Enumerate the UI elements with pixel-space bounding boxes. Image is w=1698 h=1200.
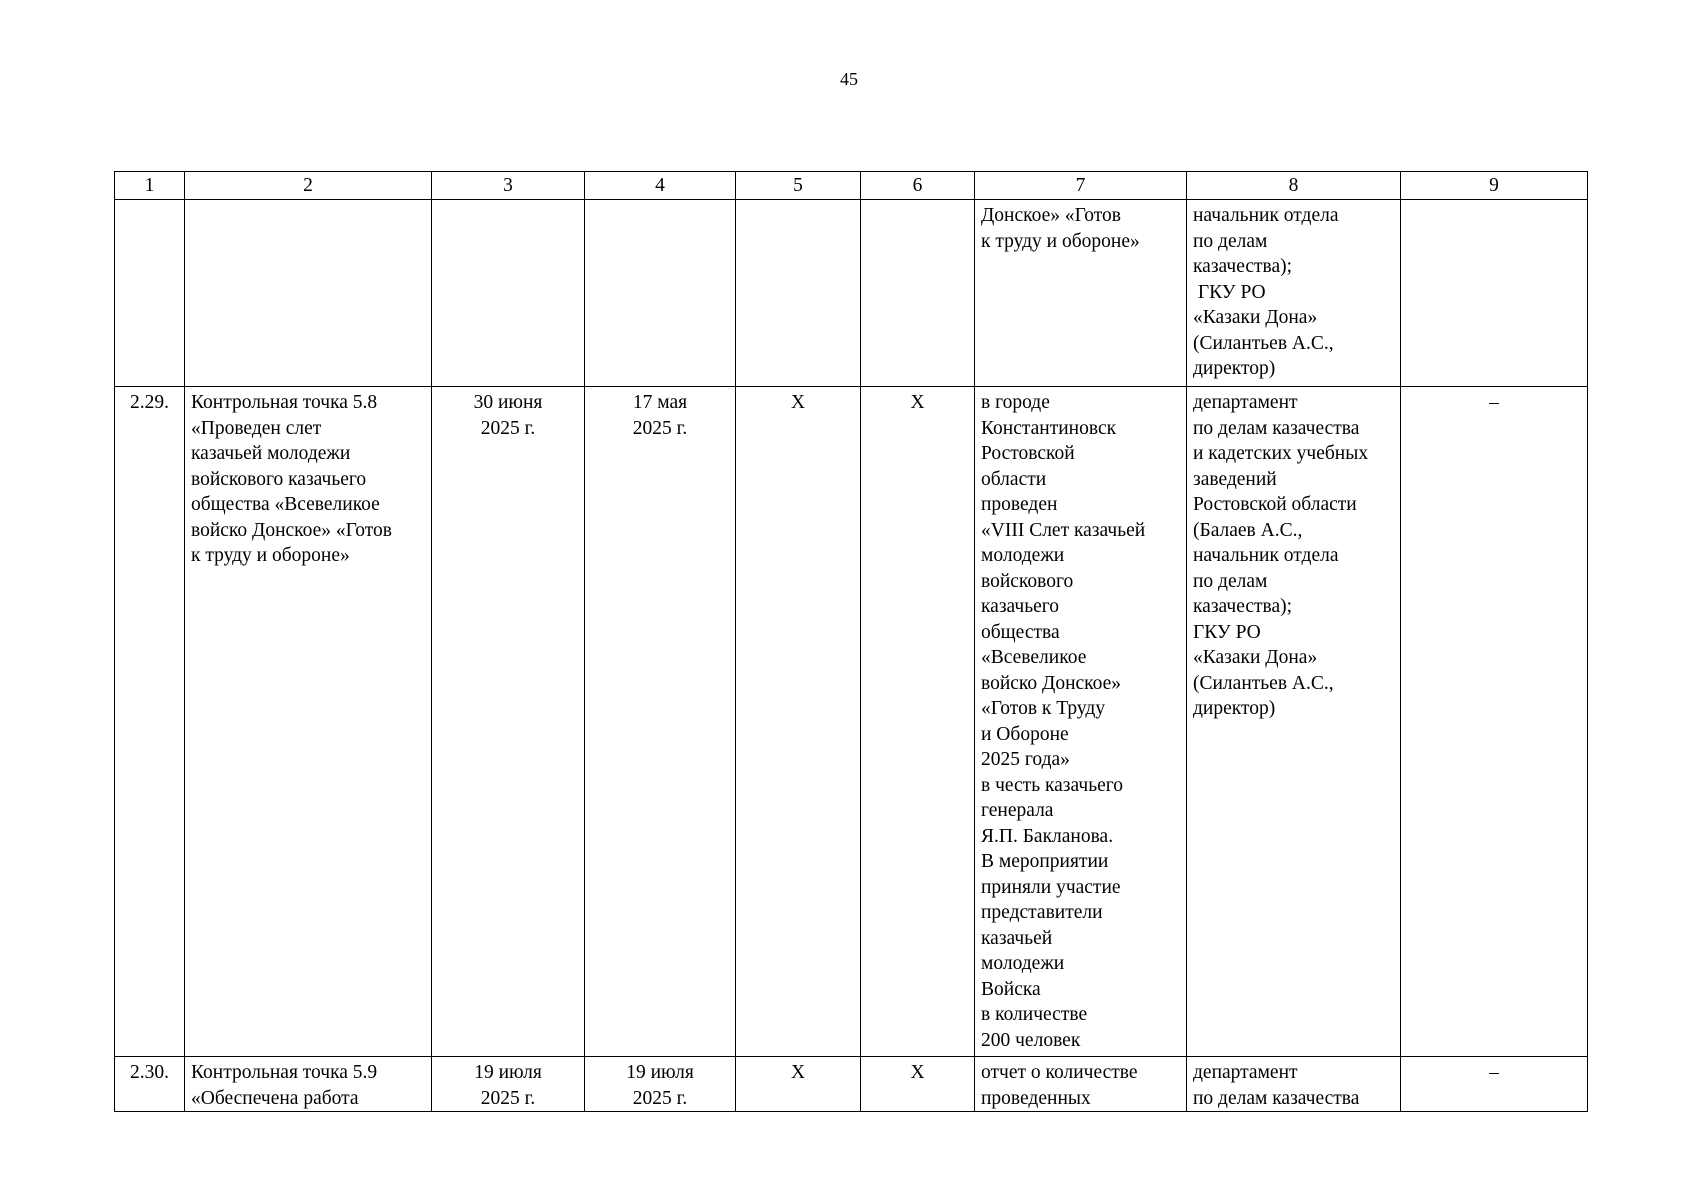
cell-col6: Х (861, 387, 975, 1057)
text-line: по делам (1193, 570, 1268, 592)
text-line: казачьего (981, 596, 1060, 617)
col-header-4: 4 (585, 172, 736, 200)
text-line: общества (981, 621, 1060, 643)
text-line: В мероприятии (981, 851, 1109, 872)
text-line: Контрольная точка 5.9 (191, 1062, 378, 1083)
cell-responsible (1187, 1057, 1401, 1112)
text-line: в городе (981, 392, 1050, 413)
table-row-2-29 (115, 387, 1588, 1057)
text-line: заведений (1193, 468, 1277, 490)
text-line: представители (981, 902, 1103, 923)
text-line: (Силантьев А.С., (1193, 332, 1334, 354)
text-line: молодежи (981, 545, 1065, 566)
text-line: области (981, 468, 1047, 490)
text-line: (Балаев А.С., (1193, 519, 1303, 541)
text-line: департамент (1193, 392, 1298, 413)
cell-result (975, 1057, 1187, 1112)
col-header-2: 2 (185, 172, 432, 200)
cell-number: 2.30. (115, 1057, 185, 1112)
text-line: Я.П. Бакланова. (981, 825, 1114, 847)
cell-col5: Х (736, 1057, 861, 1112)
text-line: начальник отдела (1193, 205, 1339, 226)
text-line: 2025 года» (981, 749, 1070, 770)
text-line: по делам (1193, 230, 1268, 252)
text-line: и кадетских учебных (1193, 443, 1369, 464)
cell-plan-date (432, 200, 585, 387)
text-line: войскового (981, 570, 1074, 592)
text-line: «Обеспечена работа (191, 1087, 359, 1109)
text-line: общества «Всевеликое (191, 494, 380, 515)
cell-col6: Х (861, 1057, 975, 1112)
text-line: казачьей молодежи (191, 443, 351, 464)
text-line: Донское» «Готов (981, 205, 1121, 226)
cell-description (185, 1057, 432, 1112)
cell-col5: Х (736, 387, 861, 1057)
cell-col5 (736, 200, 861, 387)
col-header-1: 1 (115, 172, 185, 200)
text-line: 2025 г. (480, 1087, 536, 1109)
cell-number: 2.29. (115, 387, 185, 1057)
header-row (115, 172, 1588, 200)
text-line: «VIII Слет казачьей (981, 519, 1146, 541)
text-line: 30 июня (473, 392, 543, 413)
cell-col9 (1401, 200, 1588, 387)
text-line: проведенных (981, 1087, 1091, 1109)
text-line: «Проведен слет (191, 417, 322, 439)
text-line: казачества); (1193, 596, 1293, 617)
text-line: в честь казачьего (981, 774, 1124, 796)
cell-result (975, 387, 1187, 1057)
table-row-continuation (115, 200, 1588, 387)
text-line: 17 мая (632, 392, 688, 413)
text-line: директор) (1193, 358, 1276, 379)
cell-actual-date (585, 200, 736, 387)
cell-actual-date (585, 387, 736, 1057)
text-line: 19 июля (626, 1062, 694, 1083)
text-line: генерала (981, 800, 1054, 821)
text-line: 2025 г. (632, 417, 688, 439)
report-table (114, 171, 1588, 1112)
cell-responsible (1187, 200, 1401, 387)
text-line: ГКУ РО (1193, 281, 1266, 303)
text-line: казачьей (981, 927, 1053, 949)
cell-col6 (861, 200, 975, 387)
text-line: 2025 г. (480, 417, 536, 439)
text-line: к труду и обороне» (981, 230, 1140, 252)
text-line: 200 человек (981, 1029, 1081, 1051)
text-line: войскового казачьего (191, 468, 367, 490)
page-number: 45 (840, 69, 858, 89)
text-line: Ростовской области (1193, 494, 1357, 515)
text-line: казачества); (1193, 256, 1293, 277)
text-line: отчет о количестве (981, 1062, 1138, 1083)
text-line: «Готов к Труду (981, 698, 1106, 719)
col-header-7: 7 (975, 172, 1187, 200)
text-line: к труду и обороне» (191, 545, 350, 566)
col-header-8: 8 (1187, 172, 1401, 200)
col-header-9: 9 (1401, 172, 1588, 200)
text-line: начальник отдела (1193, 545, 1339, 566)
text-line: Войска (981, 978, 1041, 1000)
cell-plan-date (432, 1057, 585, 1112)
cell-description (185, 200, 432, 387)
cell-responsible (1187, 387, 1401, 1057)
cell-col9: – (1401, 387, 1588, 1057)
text-line: Константиновск (981, 417, 1117, 439)
col-header-3: 3 (432, 172, 585, 200)
text-line: молодежи (981, 953, 1065, 974)
text-line: департамент (1193, 1062, 1298, 1083)
text-line: проведен (981, 494, 1058, 515)
text-line: Контрольная точка 5.8 (191, 392, 378, 413)
text-line: ГКУ РО (1193, 621, 1261, 643)
cell-number (115, 200, 185, 387)
text-line: Ростовской (981, 443, 1075, 464)
text-line: войско Донское» «Готов (191, 519, 392, 541)
text-line: директор) (1193, 698, 1276, 719)
cell-col9: – (1401, 1057, 1588, 1112)
text-line: 2025 г. (632, 1087, 688, 1109)
text-line: «Казаки Дона» (1193, 307, 1318, 328)
text-line: в количестве (981, 1004, 1088, 1025)
col-header-6: 6 (861, 172, 975, 200)
table-row-2-30 (115, 1057, 1588, 1112)
text-line: «Всевеликое (981, 647, 1087, 668)
text-line: по делам казачества (1193, 1087, 1360, 1109)
cell-plan-date (432, 387, 585, 1057)
text-line: и Обороне (981, 723, 1069, 745)
cell-result (975, 200, 1187, 387)
col-header-5: 5 (736, 172, 861, 200)
text-line: войско Донское» (981, 672, 1122, 694)
text-line: по делам казачества (1193, 417, 1360, 439)
text-line: 19 июля (474, 1062, 542, 1083)
text-line: «Казаки Дона» (1193, 647, 1318, 668)
cell-actual-date (585, 1057, 736, 1112)
text-line: приняли участие (981, 876, 1121, 898)
cell-description (185, 387, 432, 1057)
text-line: (Силантьев А.С., (1193, 672, 1334, 694)
